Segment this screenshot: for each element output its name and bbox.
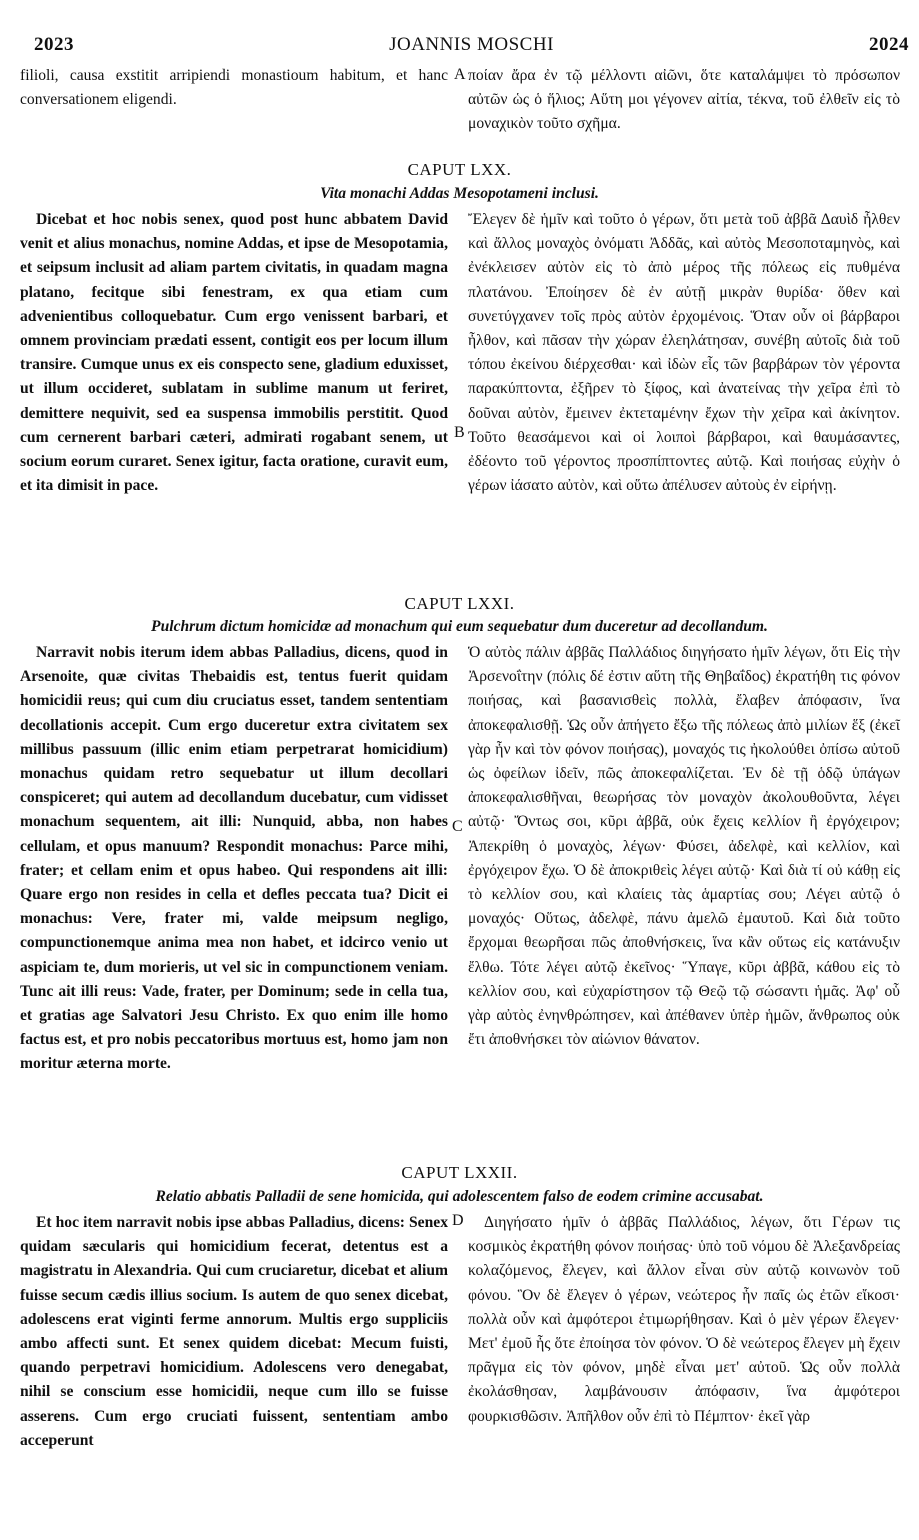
chapter-71-title: CAPUT LXXI. <box>404 594 515 613</box>
chapter-70-greek: Ἔλεγεν δὲ ἡμῖν καὶ τοῦτο ὁ γέρων, ὅτι μετὰ τοῦ ἀββᾶ Δαυὶδ ἦλθεν καὶ ἄλλος μοναχὸς ὀνόματι Ἀδδᾶς, καὶ αὐτὸς Μεσοποταμηνὸς, καὶ ἐνέκλεισεν αὐτὸν εἰς τὸ ἀπὸ μέρος τῆς πόλεως εἰς πυθμένα πλατάνου. Ἐποίησεν δὲ ἐν αὐτῇ μικρὰν θυρίδα· ὅθεν καὶ συνετύγχανεν τοῖς πρὸς αὐτὸν ἐρχομένοις. Ὅταν οὖν οἱ βάρβαροι ἦλθον, καὶ πᾶσαν τὴν χώραν ἐλεηλάτησαν, συνέβη αὐτοῖς διὰ τοῦ τόπου ἐκείνου διέρχεσθαι· καὶ ἰδὼν εἷς τῶν βαρβάρων τὸν γέροντα παρακύπτοντα, ἐξῆρεν τὸ ξίφος, καὶ ἀνατείνας τὴν χεῖρα ἐπὶ τὸ δοῦναι αὐτὸν, ἔμεινεν ἐκτεταμένην ἔχων τὴν χεῖρα καὶ ἀκίνητον. Τοῦτο θεασάμενοι καὶ οἱ λοιποὶ βάρβαροι, καὶ θαυμάσαντες, ἐδέοντο τοῦ γέροντος προσπίπτοντες αὐτῷ. Καὶ ποιήσας εὐχὴν ὁ γέρων ἰάσατο αὐτὸν, καὶ οὕτω ἀπέλυσεν αὐτοὺς ἐν εἰρήνῃ. <box>468 211 900 495</box>
chapter-72-greek: Διηγήσατο ἡμῖν ὁ ἀββᾶς Παλλάδιος, λέγων, ὅτι Γέρων τις κοσμικὸς ἐκρατήθη φόνον ποιήσας· ὑπὸ τοῦ νόμου δὲ Ἀλεξανδρείας κολαζόμενος, ἔλεγεν, καὶ ἄλλον εἶναι σὺν αὐτῷ κοινωνὸν τοῦ φόνου. Ὃν δὲ ἔλεγεν ὁ γέρων, νεώτερος ἦν παῖς ὡς ἐτῶν εἴκοσι· πολλὰ οὖν καὶ ἀμφότεροι ἐτιμωρήθησαν. Καὶ ὁ μὲν γέρων ἔλεγεν· Μετ' ἐμοῦ ἦς ὅτε ἐποίησα τὸν φόνον. Ὁ δὲ νεώτερος ἔλεγεν μὴ ἔχειν πρᾶγμα εἰς τὸν φόνον, μηδὲ εἶναι μετ' αὐτοῦ. Ὡς οὖν πολλὰ ἐκολάσθησαν, λαμβάνουσιν ἀπόφασιν, ἵνα ἀμφότεροι φουρκισθῶσιν. Ἀπῆλθον οὖν ἐπὶ τὸ Πέμπτον· ἐκεῖ γὰρ <box>468 1214 900 1425</box>
running-header <box>34 34 909 60</box>
chapter-72-subtitle: Relatio abbatis Palladii de sene homicida, qui adolescentem falso de eodem crimine accusabat. <box>155 1188 764 1205</box>
chapter-72-latin: Et hoc item narravit nobis ipse abbas Palladius, dicens: Senex quidam sæcularis qui homicidium fecerat, detentus est a magistratu in Alexandria. Qui cum cruciaretur, dicebat et alium fuisse secum cædis illius socium. Is autem de quo senex dicebat, adolescens erat viginti ferme annorum. Multis ergo suppliciis ambo affecti sunt. Et senex quidem dicebat: Mecum fuisti, quando perpetravi homicidium. Adolescens vero denegabat, nihil se conscium esse homicidii, neque cum illo se fuisse asserens. Cum ergo cruciati fuissent, sententiam ambo acceperunt <box>20 1214 448 1449</box>
page-number-right: 2024 <box>869 34 909 55</box>
chapter-70-body <box>20 208 900 588</box>
chapter-72-title: CAPUT LXXII. <box>401 1163 518 1182</box>
chapter-71-body <box>20 641 900 1161</box>
chapter-71-subtitle: Pulchrum dictum homicidæ ad monachum qui eum sequebatur dum duceretur ad decollandum. <box>151 618 768 635</box>
chapter-72-body <box>20 1211 900 1511</box>
margin-marker-b: B <box>454 424 465 441</box>
chapter-71-latin: Narravit nobis iterum idem abbas Palladius, dicens, quod in Arsenoite, quæ civitas Thebaidis est, tentus fuerit quidam homicidii reus; qui cum diu cruciatus esset, tandem sententiam decollationis accepit. Cum ergo duceretur extra civitatem sex millibus passuum (illic enim etiam perpetrarat homicidium) monachus quidam retro sequebatur ut illum decollari conspiceret; qui autem ad decollandum ducebatur, cum vidisset monachum sequentem, ait illi: Nunquid, abba, non habes cellulam, et opus manuum? Respondit monachus: Parce mihi, frater; et cellam enim et opus habeo. Qui respondens ait illi: Quare ergo non resides in cella et defles peccata tua? Dicit ei monachus: Vere, frater mi, valde meipsum negligo, compunctionemque anima mea non habet, et idcirco venio ut aspiciam te, dum morieris, ut vel sic in compunctionem veniam. Tunc ait illi reus: Vade, frater, per Dominum; sede in cella tua, et gratias age Salvatori Jesu Christo. Ex quo enim ille homo factus est, et pro nobis peccatoribus mortuus est, homo jam non moritur æterna morte. <box>20 644 448 1073</box>
margin-marker-d: D <box>452 1212 464 1229</box>
margin-marker-a: A <box>454 66 466 83</box>
page-number-left: 2023 <box>34 34 74 55</box>
intro-greek: ποίαν ἄρα ἐν τῷ μέλλοντι αἰῶνι, ὅτε καταλάμψει τὸ πρόσωπον αὐτῶν ὡς ὁ ἥλιος; Αὕτη μοι γέγονεν αἰτία, τέκνα, τοῦ ἐλθεῖν εἰς τὸ μοναχικὸν τοῦτο σχῆμα. <box>468 67 900 133</box>
running-title: JOANNIS MOSCHI <box>389 34 554 55</box>
chapter-70-title: CAPUT LXX. <box>407 160 512 179</box>
intro-latin: filioli, causa exstitit arripiendi monastioum habitum, et hanc conversationem eligendi. <box>20 67 448 109</box>
chapter-71-greek: Ὁ αὐτὸς πάλιν ἀββᾶς Παλλάδιος διηγήσατο ἡμῖν λέγων, ὅτι Εἰς τὴν Ἀρσενοΐτην (πόλις δέ ἐστιν αὕτη τῆς Θηβαΐδος) ἐκρατήθη τις φόνον ποιήσας, καὶ βασανισθεὶς πολλὰ, ἔλαβεν ἀπόφασιν, ἵνα ἀποκεφαλισθῇ. Ὡς οὖν ἀπήγετο ἔξω τῆς πόλεως ἀπὸ μιλίων ἕξ (ἐκεῖ γὰρ ἦν καὶ τὸν φόνον ποιήσας), μοναχός τις ἠκολούθει ὀπίσω αὐτοῦ ὡς ὀφείλων ἰδεῖν, πῶς ἀποκεφαλίζεται. Ἐν δὲ τῇ ὁδῷ ὑπάγων ἀποκεφαλισθῆναι, θεωρήσας τὸν μοναχὸν ἀκολουθοῦντα, λέγει αὐτῷ· Ὄντως σοι, κῦρι ἀββᾶ, οὐκ ἔχεις κελλίον ἢ ἐργόχειρον; Ἀπεκρίθη ὁ μοναχὸς, λέγων· Φύσει, ἀδελφὲ, καὶ κελλίον, καὶ ἐργόχειρον ἔχω. Ὁ δὲ ἀποκριθεὶς λέγει αὐτῷ· Καὶ διὰ τί οὐ κάθῃ εἰς τὸ κελλίον σου, καὶ κλαίεις τὰς ἁμαρτίας σου; Λέγει αὐτῷ ὁ μοναχός· Οὕτως, ἀδελφὲ, πάνυ ἀμελῶ ἐμαυτοῦ. Καὶ διὰ τοῦτο ἔρχομαι θεωρῆσαι πῶς ἀποθνήσκεις, ἵνα κἂν οὕτως εἰς κατάνυξιν ἔλθω. Τότε λέγει αὐτῷ ἐκεῖνος· Ὕπαγε, κῦρι ἀββᾶ, κάθου εἰς τὸ κελλίον σου, καὶ εὐχαρίστησον τῷ Θεῷ τῷ σώσαντι ἡμᾶς. Ἀφ' οὗ γὰρ αὐτὸς ἐνηνθρώπησεν, καὶ ἀπέθανεν ὑπὲρ ἡμῶν, ἄνθρωπος οὐκ ἔτι ἀποθνήσκει τὸν αἰώνιον θάνατον. <box>468 644 900 1049</box>
chapter-70-latin: Dicebat et hoc nobis senex, quod post hunc abbatem David venit et alius monachus, nomine Addas, et ipse de Mesopotamia, et seipsum inclusit ad aliam partem civitatis, in quadam magna platano, fecitque sibi fenestram, ex qua etiam cum advenientibus colloquebatur. Cum ergo venissent barbari, et omnem provinciam prædati essent, contigit eos per locum illum transire. Cumque unus ex eis conspecto sene, gladium eduxisset, ut illum occideret, sublatam in sublime manum ut feriret, demittere nequivit, sed ea suspensa immobilis perstitit. Quod cum cernerent barbari cæteri, admirati rogabant senem, ut socium eorum curaret. Senex igitur, facta oratione, curavit eum, et ita dimisit in pace. <box>20 211 448 495</box>
chapter-70-subtitle: Vita monachi Addas Mesopotameni inclusi. <box>320 185 599 202</box>
margin-marker-c: C <box>452 818 463 835</box>
